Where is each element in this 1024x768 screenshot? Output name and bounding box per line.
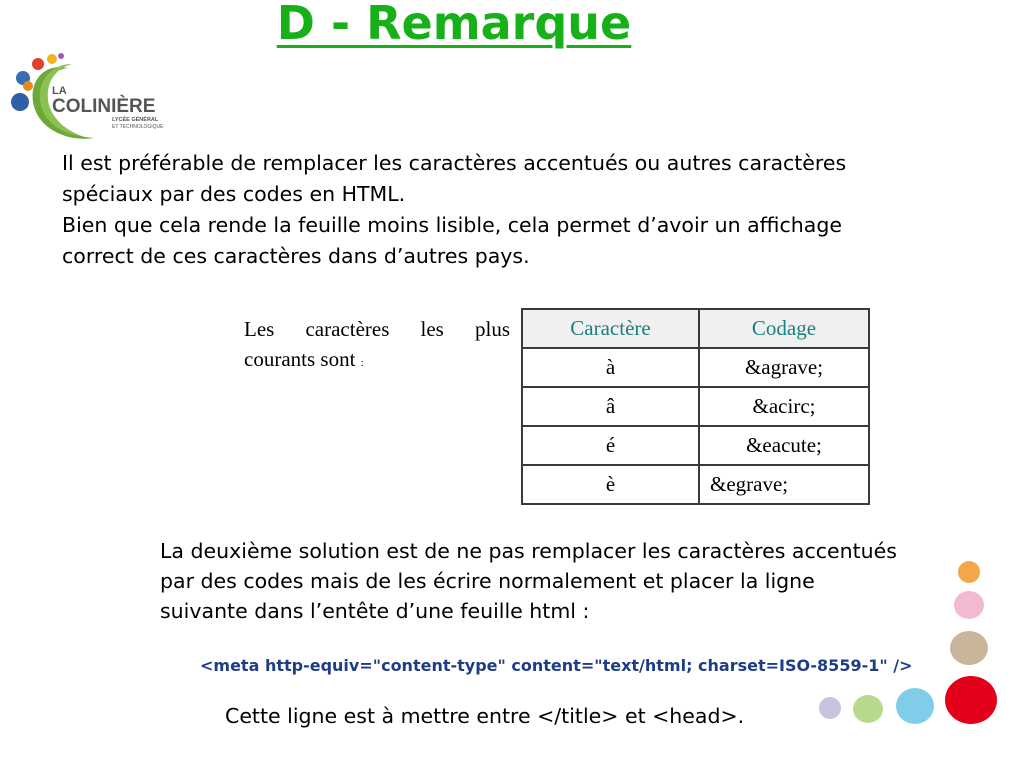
header-code: Codage [699,309,869,348]
svg-text:LA: LA [52,85,67,97]
cell-code: &eacute; [699,426,869,465]
character-codes-table [521,308,870,505]
svg-text:ET TECHNOLOGIQUE: ET TECHNOLOGIQUE [112,124,164,130]
decorative-dot [950,631,988,665]
solution-text: La deuxième solution est de ne pas remplacer les caractères accentués par des codes mais de les écrire normalement et placer la ligne suivante dans l’entête d’une feuille html : [160,539,897,623]
decorative-dot [958,561,980,583]
cell-character: é [522,426,699,465]
school-logo [8,50,173,150]
header-character: Caractère [522,309,699,348]
svg-text:LYCÉE GÉNÉRAL: LYCÉE GÉNÉRAL [112,117,159,123]
cell-code: &egrave; [699,465,869,504]
svg-text:COLINIÈRE: COLINIÈRE [52,96,156,117]
table-row [522,348,869,387]
table-caption-line-1: Les caractères les plus [244,317,510,341]
table-row [522,387,869,426]
cell-character: à [522,348,699,387]
decorative-dot [896,688,934,724]
meta-tag-example: <meta http-equiv="content-type" content="text/html; charset=ISO-8559-1" /> [200,656,913,675]
page-title: D - Remarque [276,0,632,50]
decorative-dot [954,591,984,619]
table-row [522,465,869,504]
cell-code: &acirc; [699,387,869,426]
table-caption [244,314,510,378]
closing-text: Cette ligne est à mettre entre </title> et <head>. [225,704,745,728]
intro-text [62,148,882,272]
decorative-dot [853,695,883,723]
cell-character: è [522,465,699,504]
intro-paragraph-2: Bien que cela rende la feuille moins lisible, cela permet d’avoir un affichage correct de ces caractères dans d’autres pays. [62,213,842,268]
cell-code: &agrave; [699,348,869,387]
decorative-dot [819,697,841,719]
table-header-row [522,309,869,348]
intro-paragraph-1: Il est préférable de remplacer les caractères accentués ou autres caractères spéciaux par des codes en HTML. [62,151,847,206]
table-row [522,426,869,465]
cell-character: â [522,387,699,426]
table-caption-line-2: courants sont : [244,347,364,371]
decorative-dot [945,676,997,724]
